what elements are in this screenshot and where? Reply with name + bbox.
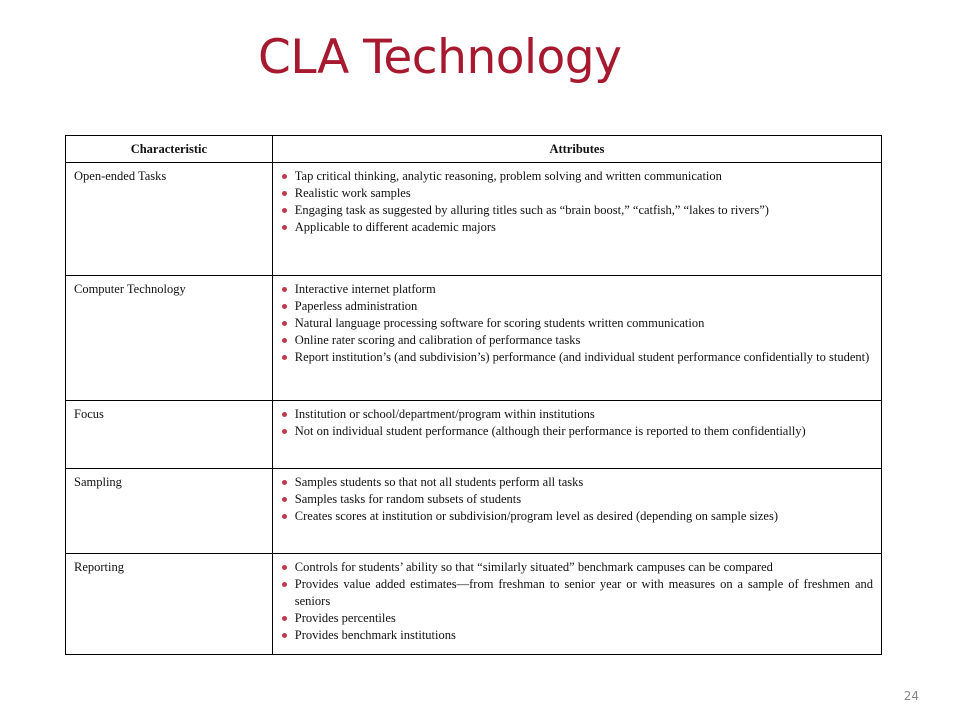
header-attributes: Attributes <box>272 136 881 163</box>
table-header-row <box>66 136 882 163</box>
attributes-cell <box>272 554 881 655</box>
characteristic-cell: Reporting <box>66 554 273 655</box>
slide-title: CLA Technology <box>258 30 622 85</box>
attributes-cell <box>272 469 881 554</box>
attribute-item: Samples tasks for random subsets of students <box>279 491 873 508</box>
attribute-item: Controls for students’ ability so that “similarly situated” benchmark campuses can be compared <box>279 559 873 576</box>
table-row <box>66 401 882 469</box>
attribute-item: Not on individual student performance (although their performance is reported to them confidentially) <box>279 423 873 440</box>
attribute-list <box>279 474 873 525</box>
attributes-cell <box>272 276 881 401</box>
attribute-item: Samples students so that not all students perform all tasks <box>279 474 873 491</box>
characteristic-cell: Computer Technology <box>66 276 273 401</box>
table-row <box>66 276 882 401</box>
attributes-cell <box>272 401 881 469</box>
attribute-item: Provides benchmark institutions <box>279 627 873 644</box>
table-row <box>66 163 882 276</box>
attribute-item: Institution or school/department/program within institutions <box>279 406 873 423</box>
attribute-item: Creates scores at institution or subdivision/program level as desired (depending on sample sizes) <box>279 508 873 525</box>
attribute-item: Report institution’s (and subdivision’s) performance (and individual student performance confidentially to student) <box>279 349 873 366</box>
attribute-item: Online rater scoring and calibration of performance tasks <box>279 332 873 349</box>
attribute-list <box>279 406 873 440</box>
attribute-item: Provides percentiles <box>279 610 873 627</box>
attribute-list <box>279 168 873 236</box>
page-number: 24 <box>903 689 919 703</box>
attribute-item: Provides value added estimates—from freshman to senior year or with measures on a sample of freshmen and seniors <box>279 576 873 610</box>
attribute-item: Tap critical thinking, analytic reasoning, problem solving and written communication <box>279 168 873 185</box>
attribute-item: Realistic work samples <box>279 185 873 202</box>
attributes-cell <box>272 163 881 276</box>
attribute-item: Natural language processing software for scoring students written communication <box>279 315 873 332</box>
attribute-item: Applicable to different academic majors <box>279 219 873 236</box>
characteristics-table <box>65 135 882 655</box>
attribute-item: Engaging task as suggested by alluring titles such as “brain boost,” “catfish,” “lakes to rivers”) <box>279 202 873 219</box>
attribute-item: Interactive internet platform <box>279 281 873 298</box>
table-row <box>66 554 882 655</box>
attribute-list <box>279 281 873 366</box>
table-row <box>66 469 882 554</box>
attribute-list <box>279 559 873 644</box>
header-characteristic: Characteristic <box>66 136 273 163</box>
attribute-item: Paperless administration <box>279 298 873 315</box>
characteristic-cell: Sampling <box>66 469 273 554</box>
characteristic-cell: Focus <box>66 401 273 469</box>
characteristic-cell: Open-ended Tasks <box>66 163 273 276</box>
